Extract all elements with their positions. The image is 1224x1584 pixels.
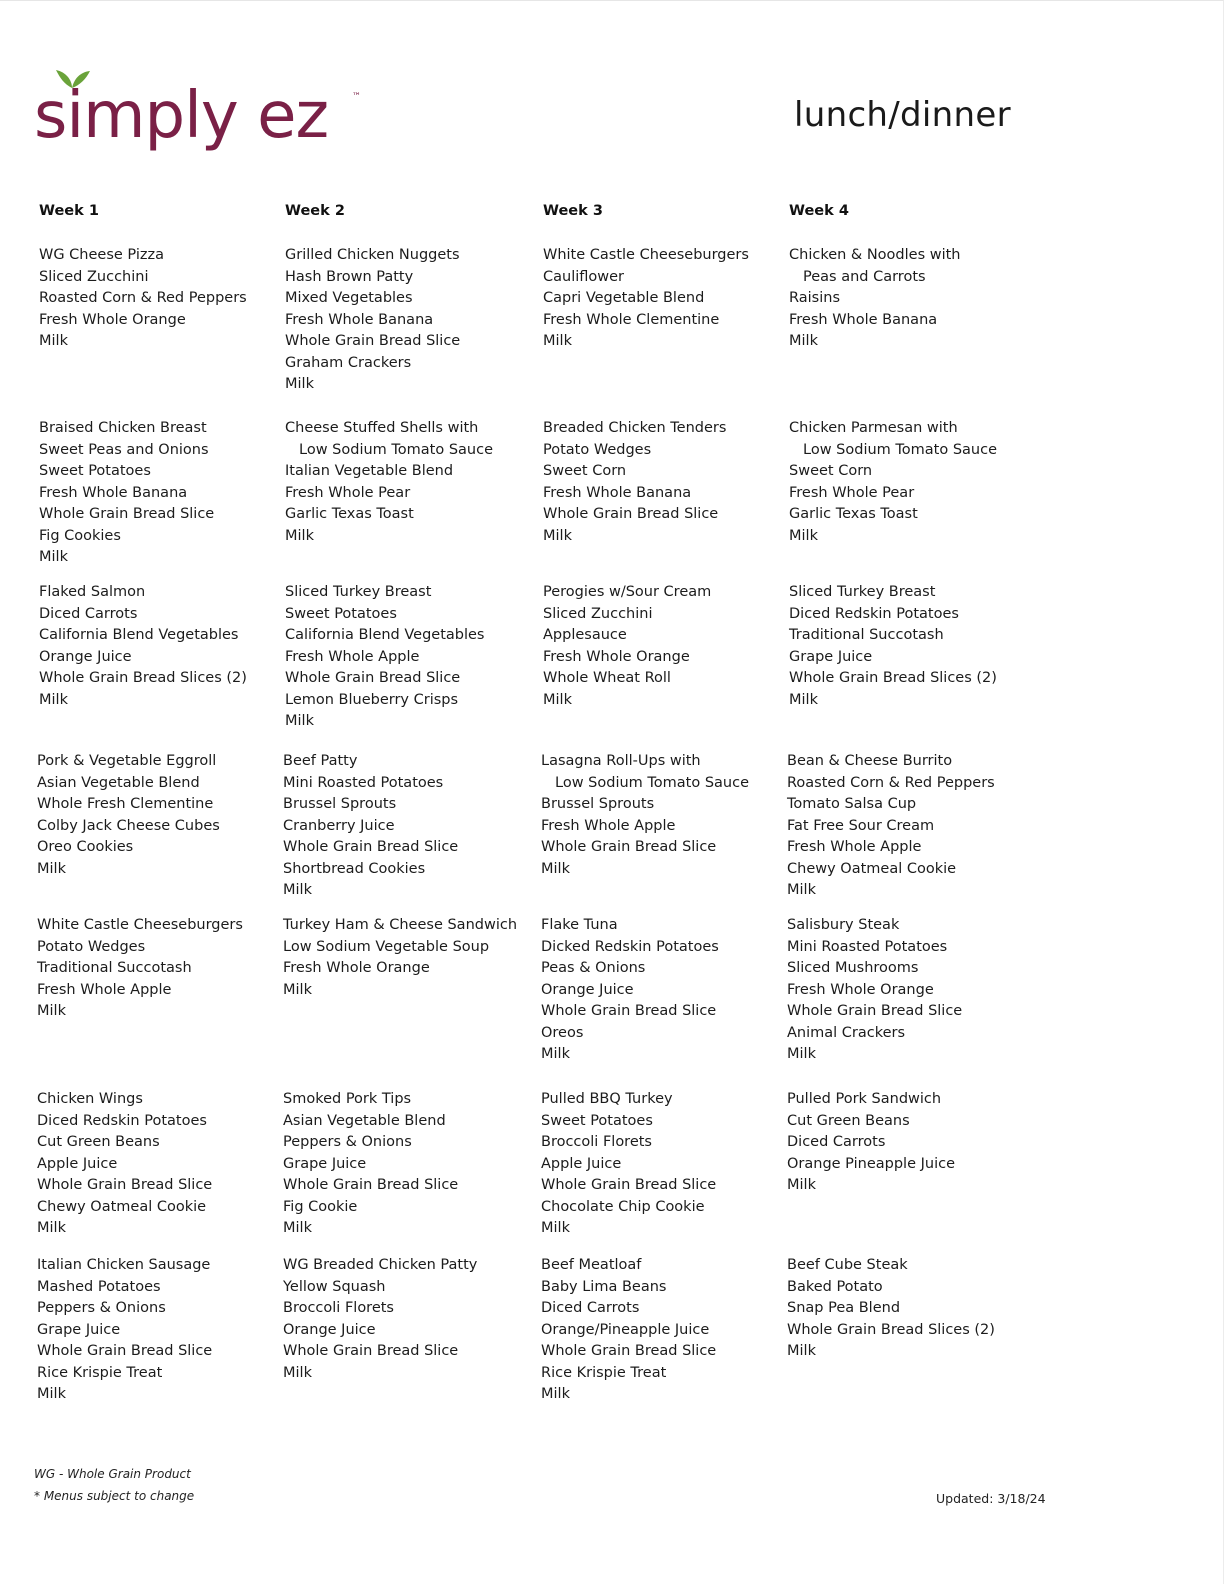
menu-item: Pulled Pork Sandwich bbox=[787, 1091, 942, 1107]
menu-item: Whole Grain Bread Slice bbox=[283, 1177, 459, 1193]
week-header: Week 1 bbox=[39, 203, 99, 219]
menu-item: Milk bbox=[543, 691, 572, 708]
menu-item: Milk bbox=[39, 691, 68, 708]
menu-item: Fresh Whole Orange bbox=[543, 648, 690, 665]
menu-item: Braised Chicken Breast bbox=[39, 420, 207, 436]
meal-block bbox=[787, 1255, 995, 1363]
menu-item: Milk bbox=[787, 882, 816, 898]
menu-item: Sweet Corn bbox=[543, 463, 627, 479]
menu-item: Hash Brown Patty bbox=[285, 268, 414, 285]
menu-item: Whole Grain Bread Slices (2) bbox=[787, 1321, 995, 1338]
menu-item: Whole Grain Bread Slice bbox=[285, 670, 461, 686]
meal-block bbox=[789, 245, 961, 353]
menu-item: Mini Roasted Potatoes bbox=[283, 774, 444, 791]
menu-item: Grape Juice bbox=[789, 648, 873, 665]
menu-item: Milk bbox=[541, 1386, 570, 1402]
menu-item: Milk bbox=[789, 333, 818, 349]
menu-item: Flaked Salmon bbox=[39, 584, 146, 600]
meal-block bbox=[541, 1089, 716, 1240]
meal-block bbox=[285, 245, 460, 396]
menu-item: Milk bbox=[285, 713, 314, 729]
menu-item: Milk bbox=[37, 1386, 66, 1402]
menu-item: Milk bbox=[283, 981, 312, 998]
meal-block bbox=[39, 245, 247, 353]
menu-item: Milk bbox=[543, 527, 572, 544]
menu-item: Sweet Potatoes bbox=[39, 463, 151, 479]
menu-item: Whole Grain Bread Slices (2) bbox=[789, 670, 997, 686]
menu-item: Peppers & Onions bbox=[37, 1300, 166, 1316]
menu-item: Sliced Zucchini bbox=[543, 605, 653, 622]
menu-item: Traditional Succotash bbox=[37, 960, 192, 976]
menu-item: Sweet Potatoes bbox=[541, 1112, 653, 1129]
meal-block bbox=[543, 245, 749, 353]
page-title: lunch/dinner bbox=[794, 95, 1011, 135]
menu-item: Chicken Parmesan with bbox=[789, 420, 958, 436]
menu-item: Cut Green Beans bbox=[37, 1134, 160, 1150]
menu-item: Sliced Zucchini bbox=[39, 268, 149, 285]
menu-item: Tomato Salsa Cup bbox=[787, 796, 917, 812]
menu-item: Shortbread Cookies bbox=[283, 860, 426, 877]
menu-item: Baked Potato bbox=[787, 1278, 883, 1295]
menu-item: Sweet Potatoes bbox=[285, 605, 397, 622]
menu-item: California Blend Vegetables bbox=[39, 627, 239, 643]
menu-item: Chewy Oatmeal Cookie bbox=[37, 1198, 207, 1215]
menu-item: Apple Juice bbox=[37, 1155, 118, 1172]
menu-item: Peppers & Onions bbox=[283, 1134, 412, 1150]
menu-item: Garlic Texas Toast bbox=[285, 506, 414, 522]
menu-item: Orange/Pineapple Juice bbox=[541, 1321, 710, 1338]
menu-item: Yellow Squash bbox=[283, 1278, 386, 1295]
menu-item: Fresh Whole Clementine bbox=[543, 311, 720, 328]
menu-item: Whole Grain Bread Slice bbox=[285, 333, 461, 349]
menu-item: Lemon Blueberry Crisps bbox=[285, 691, 459, 708]
brand-wordmark: simply ez bbox=[34, 79, 329, 153]
menu-item: Snap Pea Blend bbox=[787, 1300, 901, 1316]
menu-item: Perogies w/Sour Cream bbox=[543, 584, 712, 600]
menu-item: Asian Vegetable Blend bbox=[37, 774, 200, 791]
menu-item: Chewy Oatmeal Cookie bbox=[787, 860, 957, 877]
meal-block bbox=[285, 418, 493, 547]
menu-item: WG Cheese Pizza bbox=[39, 247, 164, 263]
menu-item: Potato Wedges bbox=[37, 938, 146, 955]
menu-item: Fresh Whole Banana bbox=[543, 484, 692, 501]
meal-block bbox=[283, 1255, 477, 1384]
menu-item: Lasagna Roll-Ups with bbox=[541, 753, 701, 769]
menu-item: Flake Tuna bbox=[541, 917, 618, 933]
trademark-symbol: ™ bbox=[352, 92, 361, 102]
updated-date: Updated: 3/18/24 bbox=[936, 1491, 1046, 1506]
menu-item: Beef Meatloaf bbox=[541, 1257, 642, 1273]
menu-item: Broccoli Florets bbox=[541, 1134, 652, 1150]
meal-block bbox=[543, 418, 726, 547]
menu-item: Diced Carrots bbox=[39, 605, 138, 622]
menu-item: Milk bbox=[37, 1220, 66, 1236]
menu-item: Fresh Whole Apple bbox=[37, 981, 172, 998]
menu-item: Whole Grain Bread Slices (2) bbox=[39, 670, 247, 686]
menu-item: Dicked Redskin Potatoes bbox=[541, 938, 719, 955]
meal-block bbox=[39, 418, 214, 569]
meal-block bbox=[787, 1089, 955, 1197]
menu-item: Grilled Chicken Nuggets bbox=[285, 247, 460, 263]
menu-item: Fresh Whole Pear bbox=[789, 484, 915, 501]
menu-item: Oreos bbox=[541, 1024, 584, 1041]
menu-item: White Castle Cheeseburgers bbox=[543, 247, 749, 263]
menu-item: Beef Patty bbox=[283, 753, 358, 769]
meal-block bbox=[543, 582, 711, 711]
menu-item: Whole Grain Bread Slice bbox=[541, 839, 717, 855]
meal-block bbox=[37, 1089, 212, 1240]
menu-item: Mashed Potatoes bbox=[37, 1278, 161, 1295]
menu-item: Italian Chicken Sausage bbox=[37, 1257, 211, 1273]
menu-item: Milk bbox=[283, 1364, 312, 1381]
menu-item: Diced Redskin Potatoes bbox=[37, 1112, 207, 1129]
week-header: Week 2 bbox=[285, 203, 345, 219]
menu-item: Mixed Vegetables bbox=[285, 290, 413, 306]
menu-item: Milk bbox=[283, 882, 312, 898]
menu-item: Roasted Corn & Red Peppers bbox=[787, 774, 995, 791]
menu-item: Low Sodium Tomato Sauce bbox=[803, 441, 998, 458]
menu-item: Whole Grain Bread Slice bbox=[541, 1177, 717, 1193]
menu-item: Grape Juice bbox=[283, 1155, 367, 1172]
menu-item: Oreo Cookies bbox=[37, 839, 134, 855]
menu-item: Peas and Carrots bbox=[803, 268, 926, 285]
meal-block bbox=[541, 751, 749, 880]
menu-item: Milk bbox=[37, 1003, 66, 1019]
menu-item: Whole Grain Bread Slice bbox=[37, 1177, 213, 1193]
menu-item: Cauliflower bbox=[543, 268, 625, 285]
meal-block bbox=[37, 751, 220, 880]
menu-item: Bean & Cheese Burrito bbox=[787, 753, 953, 769]
menu-item: Chicken & Noodles with bbox=[789, 247, 961, 263]
menu-item: Milk bbox=[789, 527, 818, 544]
menu-item: Sliced Turkey Breast bbox=[789, 584, 936, 600]
menu-item: Cranberry Juice bbox=[283, 817, 395, 834]
menu-item: Sweet Peas and Onions bbox=[39, 441, 209, 458]
menu-item: Diced Carrots bbox=[541, 1300, 640, 1316]
menu-item: Whole Grain Bread Slice bbox=[541, 1003, 717, 1019]
menu-item: Milk bbox=[541, 1220, 570, 1236]
meal-block bbox=[283, 751, 458, 902]
week-header: Week 4 bbox=[789, 203, 849, 219]
meal-block bbox=[787, 751, 995, 902]
menu-item: Diced Carrots bbox=[787, 1134, 886, 1150]
meal-block bbox=[39, 582, 247, 711]
menu-item: Orange Juice bbox=[283, 1321, 376, 1338]
menu-item: Low Sodium Tomato Sauce bbox=[555, 774, 750, 791]
menu-item: Turkey Ham & Cheese Sandwich bbox=[283, 917, 518, 933]
menu-item: Milk bbox=[39, 549, 68, 565]
menu-item: Fresh Whole Pear bbox=[285, 484, 411, 501]
menu-item: Brussel Sprouts bbox=[541, 796, 655, 812]
menu-item: Brussel Sprouts bbox=[283, 796, 397, 812]
meal-block bbox=[789, 582, 997, 711]
menu-item: Peas & Onions bbox=[541, 960, 646, 976]
menu-item: Garlic Texas Toast bbox=[789, 506, 918, 522]
menu-item: Pulled BBQ Turkey bbox=[541, 1091, 673, 1107]
menu-item: Capri Vegetable Blend bbox=[543, 290, 705, 306]
menu-item: Graham Crackers bbox=[285, 354, 412, 371]
menu-item: Sweet Corn bbox=[789, 463, 873, 479]
menu-item: Milk bbox=[285, 527, 314, 544]
menu-item: Chicken Wings bbox=[37, 1091, 143, 1107]
menu-item: Beef Cube Steak bbox=[787, 1257, 908, 1273]
footnote-menu-change: * Menus subject to change bbox=[34, 1489, 195, 1503]
menu-item: Cheese Stuffed Shells with bbox=[285, 420, 479, 436]
menu-item: Broccoli Florets bbox=[283, 1300, 394, 1316]
menu-item: Whole Grain Bread Slice bbox=[283, 839, 459, 855]
menu-item: Milk bbox=[543, 333, 572, 349]
menu-item: Raisins bbox=[789, 290, 840, 306]
meal-block bbox=[541, 915, 719, 1066]
menu-item: Fresh Whole Banana bbox=[789, 311, 938, 328]
menu-item: Fat Free Sour Cream bbox=[787, 817, 935, 834]
menu-item: Chocolate Chip Cookie bbox=[541, 1198, 705, 1215]
menu-item: Rice Krispie Treat bbox=[541, 1364, 667, 1381]
menu-item: Pork & Vegetable Eggroll bbox=[37, 753, 217, 769]
menu-item: Low Sodium Vegetable Soup bbox=[283, 938, 490, 955]
menu-item: Breaded Chicken Tenders bbox=[543, 420, 727, 436]
menu-item: Milk bbox=[541, 860, 570, 877]
menu-item: Whole Grain Bread Slice bbox=[39, 506, 215, 522]
menu-item: Italian Vegetable Blend bbox=[285, 463, 454, 479]
menu-item: Fresh Whole Apple bbox=[285, 648, 420, 665]
menu-item: Smoked Pork Tips bbox=[283, 1091, 412, 1107]
menu-item: Whole Wheat Roll bbox=[543, 670, 671, 686]
menu-item: California Blend Vegetables bbox=[285, 627, 485, 643]
menu-item: Whole Fresh Clementine bbox=[37, 796, 214, 812]
menu-item: Milk bbox=[787, 1343, 816, 1359]
menu-item: Milk bbox=[787, 1177, 816, 1193]
menu-item: Whole Grain Bread Slice bbox=[787, 1003, 963, 1019]
menu-item: Whole Grain Bread Slice bbox=[283, 1343, 459, 1359]
menu-item: WG Breaded Chicken Patty bbox=[283, 1257, 478, 1273]
menu-item: Colby Jack Cheese Cubes bbox=[37, 817, 220, 834]
menu-item: Roasted Corn & Red Peppers bbox=[39, 290, 247, 306]
meal-block bbox=[285, 582, 484, 733]
menu-item: Orange Juice bbox=[541, 981, 634, 998]
menu-item: Fresh Whole Orange bbox=[787, 981, 934, 998]
menu-item: Asian Vegetable Blend bbox=[283, 1112, 446, 1129]
menu-item: Whole Grain Bread Slice bbox=[541, 1343, 717, 1359]
meal-block bbox=[37, 915, 243, 1023]
menu-item: Milk bbox=[283, 1220, 312, 1236]
meal-block bbox=[789, 418, 997, 547]
menu-item: Apple Juice bbox=[541, 1155, 622, 1172]
menu-item: Milk bbox=[789, 691, 818, 708]
menu-item: Fresh Whole Apple bbox=[787, 839, 922, 855]
menu-item: Milk bbox=[39, 333, 68, 349]
menu-item: Traditional Succotash bbox=[789, 627, 944, 643]
footnote-whole-grain: WG - Whole Grain Product bbox=[34, 1467, 191, 1481]
menu-item: Baby Lima Beans bbox=[541, 1278, 667, 1295]
menu-item: Diced Redskin Potatoes bbox=[789, 605, 959, 622]
menu-item: Salisbury Steak bbox=[787, 917, 900, 933]
meal-block bbox=[787, 915, 962, 1066]
menu-item: Fresh Whole Apple bbox=[541, 817, 676, 834]
meal-block bbox=[283, 1089, 458, 1240]
menu-item: Fresh Whole Banana bbox=[285, 311, 434, 328]
menu-item: Cut Green Beans bbox=[787, 1112, 910, 1129]
menu-item: Fig Cookie bbox=[283, 1198, 358, 1215]
menu-item: Fresh Whole Orange bbox=[283, 960, 430, 976]
menu-item: Sliced Turkey Breast bbox=[285, 584, 432, 600]
menu-item: Mini Roasted Potatoes bbox=[787, 938, 948, 955]
menu-item: Applesauce bbox=[543, 627, 627, 643]
menu-item: Fresh Whole Banana bbox=[39, 484, 188, 501]
menu-item: Milk bbox=[541, 1046, 570, 1062]
menu-item: Low Sodium Tomato Sauce bbox=[299, 441, 494, 458]
menu-item: Grape Juice bbox=[37, 1321, 121, 1338]
menu-item: Milk bbox=[787, 1046, 816, 1062]
menu-item: Whole Grain Bread Slice bbox=[543, 506, 719, 522]
meal-block bbox=[541, 1255, 716, 1406]
menu-item: Orange Pineapple Juice bbox=[787, 1155, 955, 1172]
menu-item: Whole Grain Bread Slice bbox=[37, 1343, 213, 1359]
menu-item: Sliced Mushrooms bbox=[787, 960, 919, 976]
menu-item: White Castle Cheeseburgers bbox=[37, 917, 243, 933]
menu-item: Potato Wedges bbox=[543, 441, 652, 458]
menu-item: Milk bbox=[285, 376, 314, 392]
menu-item: Milk bbox=[37, 860, 66, 877]
menu-item: Orange Juice bbox=[39, 648, 132, 665]
menu-item: Animal Crackers bbox=[787, 1024, 906, 1041]
menu-item: Rice Krispie Treat bbox=[37, 1364, 163, 1381]
menu-item: Fresh Whole Orange bbox=[39, 311, 186, 328]
brand-logo bbox=[34, 66, 374, 162]
week-header: Week 3 bbox=[543, 203, 603, 219]
meal-block bbox=[37, 1255, 212, 1406]
menu-item: Fig Cookies bbox=[39, 527, 121, 544]
meal-block bbox=[283, 915, 517, 1001]
